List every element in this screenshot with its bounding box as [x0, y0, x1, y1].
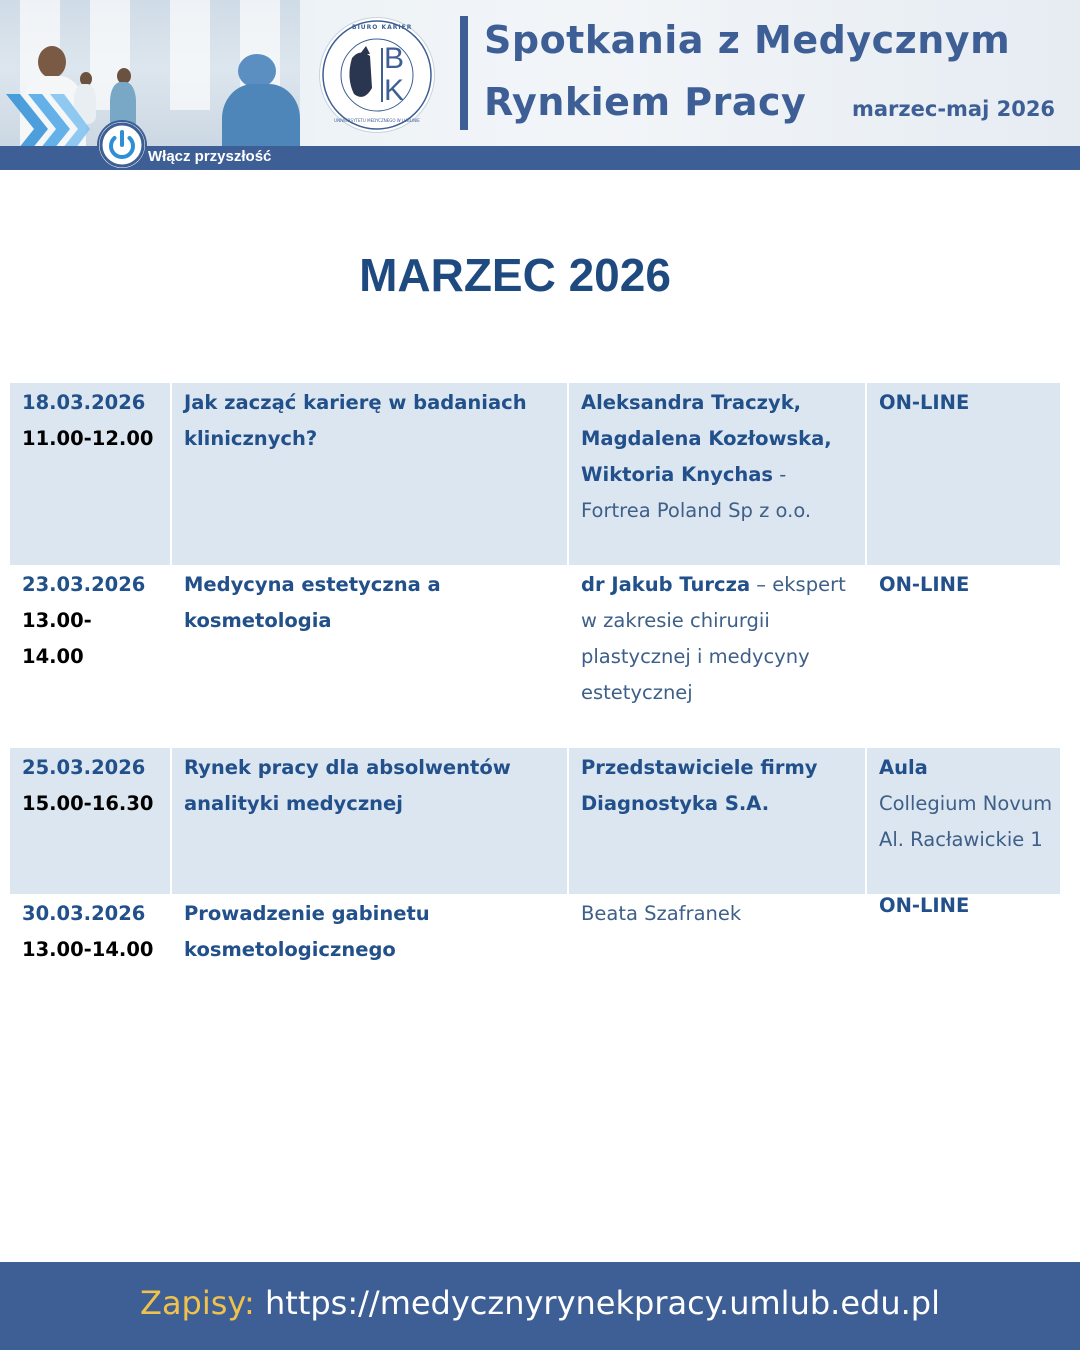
table-row [10, 383, 1070, 565]
speaker-affiliation: - Fortrea Poland Sp z o.o. [581, 463, 812, 522]
event-address: Collegium Novum Al. Racławickie 1 [879, 792, 1053, 851]
power-icon [99, 122, 145, 168]
event-location: ON-LINE [879, 391, 970, 414]
event-place [867, 565, 1060, 748]
event-date-cell [10, 565, 170, 748]
tagline: Włącz przyszłość [148, 148, 272, 165]
event-topic: Jak zacząć karierę w badaniach klinicznych? [172, 383, 567, 565]
event-date: 25.03.2026 [22, 756, 146, 779]
page-title-line1: Spotkania z Medycznym [484, 18, 1011, 62]
logo-ring-text: BIURO KARIER [352, 24, 413, 31]
event-time: 11.00-12.00 [22, 427, 154, 450]
speaker-affiliation: – ekspert w zakresie chirurgii plastycznej i medycyny estetycznej [581, 573, 846, 704]
speaker-name: Przedstawiciele firmy Diagnostyka S.A. [581, 756, 818, 815]
event-time: 13.00-14.00 [22, 938, 154, 961]
event-location: ON-LINE [879, 894, 970, 917]
event-speaker [569, 894, 865, 974]
speaker-name: Aleksandra Traczyk, Magdalena Kozłowska, Wiktoria Knychas [581, 391, 832, 486]
registration-label: Zapisy: [140, 1284, 255, 1322]
speaker-affiliation: Beata Szafranek [581, 902, 742, 925]
header-divider [460, 16, 468, 130]
biuro-karier-logo [320, 18, 434, 132]
table-row [10, 748, 1070, 894]
hospital-photo [0, 0, 300, 170]
table-row [10, 565, 1070, 748]
logo-letter-b: B [384, 42, 405, 75]
page-title-line2: Rynkiem Pracy [484, 80, 807, 124]
date-range-subtitle: marzec-maj 2026 [852, 97, 1056, 121]
event-place [867, 888, 1060, 974]
events-table [10, 383, 1070, 974]
speaker-name: dr Jakub Turcza [581, 573, 751, 596]
event-topic: Medycyna estetyczna a kosmetologia [184, 573, 441, 632]
logo-letter-k: K [384, 74, 405, 107]
event-place [867, 383, 1060, 565]
event-time: 15.00-16.30 [22, 792, 154, 815]
event-date: 23.03.2026 [22, 573, 146, 596]
event-date-cell [10, 894, 170, 974]
event-location: Aula [879, 756, 928, 779]
registration-link[interactable]: https://medycznyrynekpracy.umlub.edu.pl [254, 1284, 940, 1322]
month-heading: MARZEC 2026 [359, 249, 671, 301]
table-row [10, 894, 1070, 974]
registration-line [0, 1284, 1080, 1322]
event-date-cell [10, 748, 170, 894]
event-time: 13.00- 14.00 [22, 609, 92, 668]
event-speaker [569, 748, 865, 894]
event-date: 30.03.2026 [22, 902, 146, 925]
event-date: 18.03.2026 [22, 391, 146, 414]
footer-bar [0, 1262, 1080, 1350]
event-speaker [569, 565, 865, 748]
event-speaker [569, 383, 865, 565]
event-topic: Rynek pracy dla absolwentów analityki medycznej [172, 748, 567, 894]
header-banner [0, 0, 1080, 170]
event-place [867, 748, 1060, 894]
event-location: ON-LINE [879, 573, 970, 596]
event-topic: Prowadzenie gabinetu kosmetologicznego [184, 902, 430, 961]
logo-ring-text-bottom: UNIWERSYTETU MEDYCZNEGO W LUBLINIE [334, 118, 420, 123]
event-date-cell [10, 383, 170, 565]
